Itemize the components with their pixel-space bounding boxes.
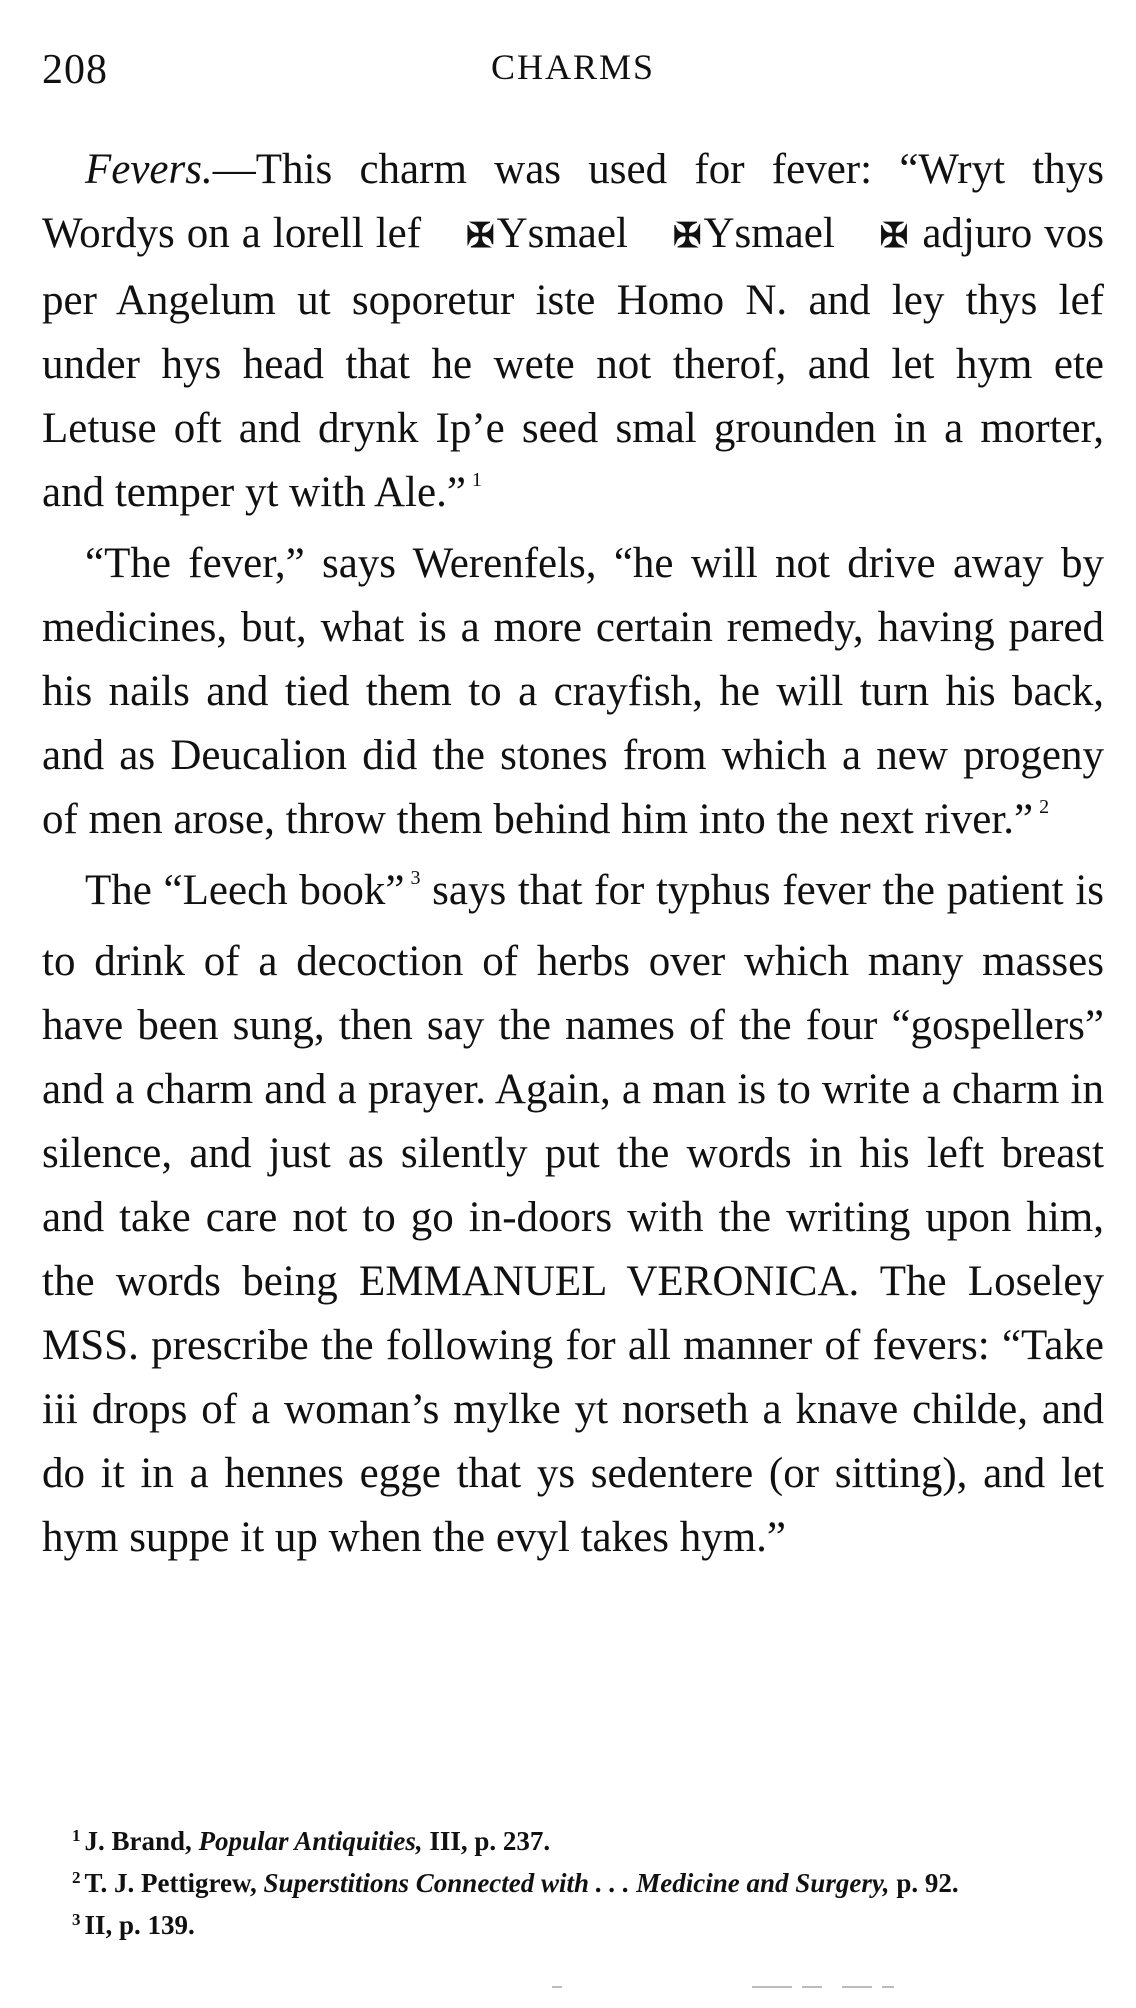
charm-word: Ysmael — [703, 210, 835, 257]
cross-icon: ✠ — [466, 218, 495, 255]
paragraph-text: —This charm was used for fever: “Wryt thys Wordys on a lorell lef — [42, 146, 1104, 257]
cross-icon: ✠ — [879, 218, 909, 255]
body-text — [42, 138, 1104, 1570]
footnote — [42, 1864, 1104, 1906]
running-head — [42, 42, 1104, 92]
footnote-number: 1 — [72, 1826, 81, 1845]
footnote-text: T. J. Pettigrew, — [84, 1868, 264, 1898]
scan-artifact — [552, 1986, 912, 1990]
footnote — [42, 1822, 1104, 1864]
paragraph-leech-book — [42, 859, 1104, 1570]
page-number: 208 — [42, 47, 108, 93]
footnote-reference: 2 — [1039, 796, 1050, 818]
paragraph-fevers — [42, 138, 1104, 532]
paragraph-text: The “Leech book” — [85, 867, 405, 914]
footnote — [42, 1906, 1104, 1948]
paragraph-text: “The fever,” says Werenfels, “he will not drive away by medicines, but, what is a more certain remedy, having pared his nails and tied them to a crayfish, he will turn his back, and as Deucalion did the stones from which a new progeny of men arose, throw them behind him into the next river.” — [42, 540, 1104, 843]
footnote-number: 3 — [72, 1910, 81, 1929]
section-heading-fevers: Fevers. — [85, 146, 213, 193]
running-title: CHARMS — [490, 47, 656, 87]
cross-icon: ✠ — [672, 218, 702, 255]
footnote-reference: 3 — [410, 867, 421, 889]
book-page — [42, 0, 1104, 2008]
paragraph-text: adjuro vos per Angelum ut soporetur iste Homo N. and ley thys lef under hys head that he wete not therof, and let hym ete Letuse oft and drynk Ip’e seed smal grounden in a morter, and temper yt with Ale.” — [42, 210, 1104, 516]
footnote-number: 2 — [72, 1868, 81, 1887]
footnote-title: Superstitions Connected with . . . Medicine and Surgery, — [263, 1868, 890, 1898]
footnote-reference: 1 — [471, 469, 482, 491]
footnote-text: p. 92. — [889, 1868, 959, 1898]
paragraph-text: says that for typhus fever the patient is to drink of a decoction of herbs over which many masses have been sung, then say the names of the four “gospellers” and a charm and a prayer. Again, a man is to write a charm in silence, and just as silently put the words in his left breast and take care not to go in-doors with the writing upon him, the words being EMMANUEL VERONICA. The Loseley MSS. prescribe the following for all manner of fevers: “Take iii drops of a woman’s mylke yt norseth a knave childe, and do it in a hennes egge that ys sedentere (or sitting), and let hym suppe it up when the evyl takes hym.” — [42, 867, 1105, 1561]
footnote-text: II, p. 139. — [84, 1910, 195, 1940]
paragraph-werenfels — [42, 532, 1104, 859]
footnote-text: J. Brand, — [84, 1826, 199, 1856]
footnote-text: III, p. 237. — [422, 1826, 551, 1856]
charm-word: Ysmael — [496, 210, 628, 257]
footnotes — [42, 1822, 1104, 1948]
footnote-title: Popular Antiquities, — [198, 1826, 423, 1856]
